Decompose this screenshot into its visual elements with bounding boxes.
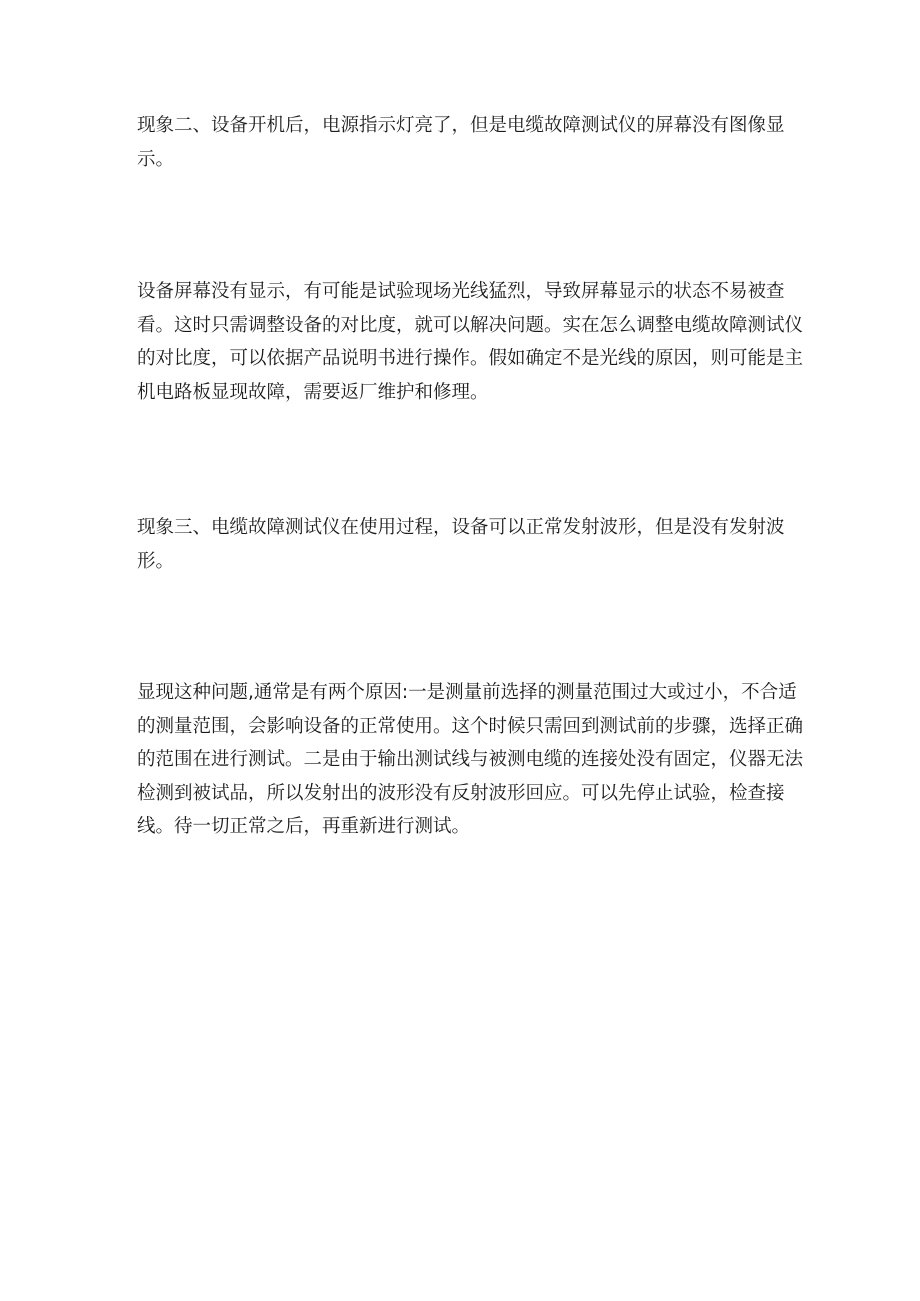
paragraph-symptom-three: 现象三、电缆故障测试仪在使用过程，设备可以正常发射波形，但是没有发射波形。 (137, 517, 785, 572)
paragraph-symptom-three-solution: 显现这种问题,通常是有两个原因:一是测量前选择的测量范围过大或过小，不合适的测量范围，会影响设备的正常使用。这个时候只需回到测试前的步骤，选择正确的范围在进行测试。二是由于输出测试线与被测电缆的连接处没有固定，仪器无法检测到被试品，所以发射出的波形没有反射波形回应。可以先停止试验，检查接线。待一切正常之后，再重新进行测试。 (137, 682, 804, 837)
paragraph-symptom-two-solution: 设备屏幕没有显示，有可能是试验现场光线猛烈，导致屏幕显示的状态不易被查看。这时只需调整设备的对比度，就可以解决问题。实在怎么调整电缆故障测试仪的对比度，可以依据产品说明书进行操作。假如确定不是光线的原因，则可能是主机电路板显现故障，需要返厂维护和修理。 (137, 281, 804, 403)
paragraph-symptom-two: 现象二、设备开机后，电源指示灯亮了，但是电缆故障测试仪的屏幕没有图像显示。 (137, 115, 785, 170)
